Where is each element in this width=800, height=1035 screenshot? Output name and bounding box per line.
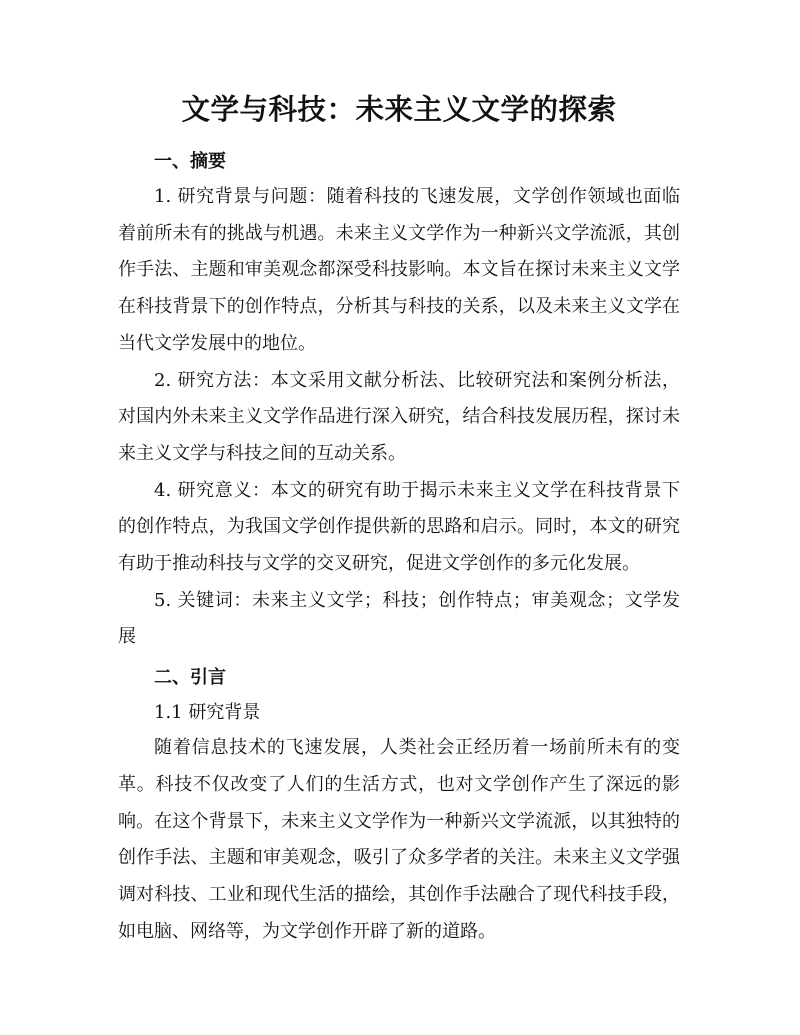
research-background-subheading: 1.1 研究背景 [154,702,261,724]
abstract-section [118,144,680,656]
abstract-research-methods: 2. 研究方法：本文采用文献分析法、比较研究法和案例分析法，对国内外未来主义文学作品进行深入研究，结合科技发展历程，探讨未来主义文学与科技之间的互动关系。 [118,369,680,464]
introduction-section [118,660,680,950]
title-spacer [118,132,680,144]
abstract-research-significance: 4. 研究意义：本文的研究有助于揭示未来主义文学在科技背景下的创作特点，为我国文学创作提供新的思路和启示。同时，本文的研究有助于推动科技与文学的交叉研究，促进文学创作的多元化发展。 [118,479,680,575]
abstract-research-background: 1. 研究背景与问题：随着科技的飞速发展，文学创作领域也面临着前所未有的挑战与机遇。未来主义文学作为一种新兴文学流派，其创作手法、主题和审美观念都深受科技影响。本文旨在探讨未来主义文学在科技背景下的创作特点，分析其与科技的关系，以及未来主义文学在当代文学发展中的地位。 [118,186,680,354]
abstract-heading: 一、摘要 [154,151,226,172]
introduction-paragraph: 随着信息技术的飞速发展，人类社会正经历着一场前所未有的变革。科技不仅改变了人们的生活方式，也对文学创作产生了深远的影响。在这个背景下，未来主义文学作为一种新兴文学流派，以其独特的创作手法、主题和审美观念，吸引了众多学者的关注。未来主义文学强调对科技、工业和现代生活的描绘，其创作手法融合了现代科技手段，如电脑、网络等，为文学创作开辟了新的道路。 [118,737,680,942]
abstract-keywords: 5. 关键词：未来主义文学；科技；创作特点；审美观念；文学发展 [118,589,680,648]
introduction-heading: 二、引言 [154,667,226,689]
document-page [118,88,680,950]
document-title: 文学与科技：未来主义文学的探索 [181,93,617,126]
